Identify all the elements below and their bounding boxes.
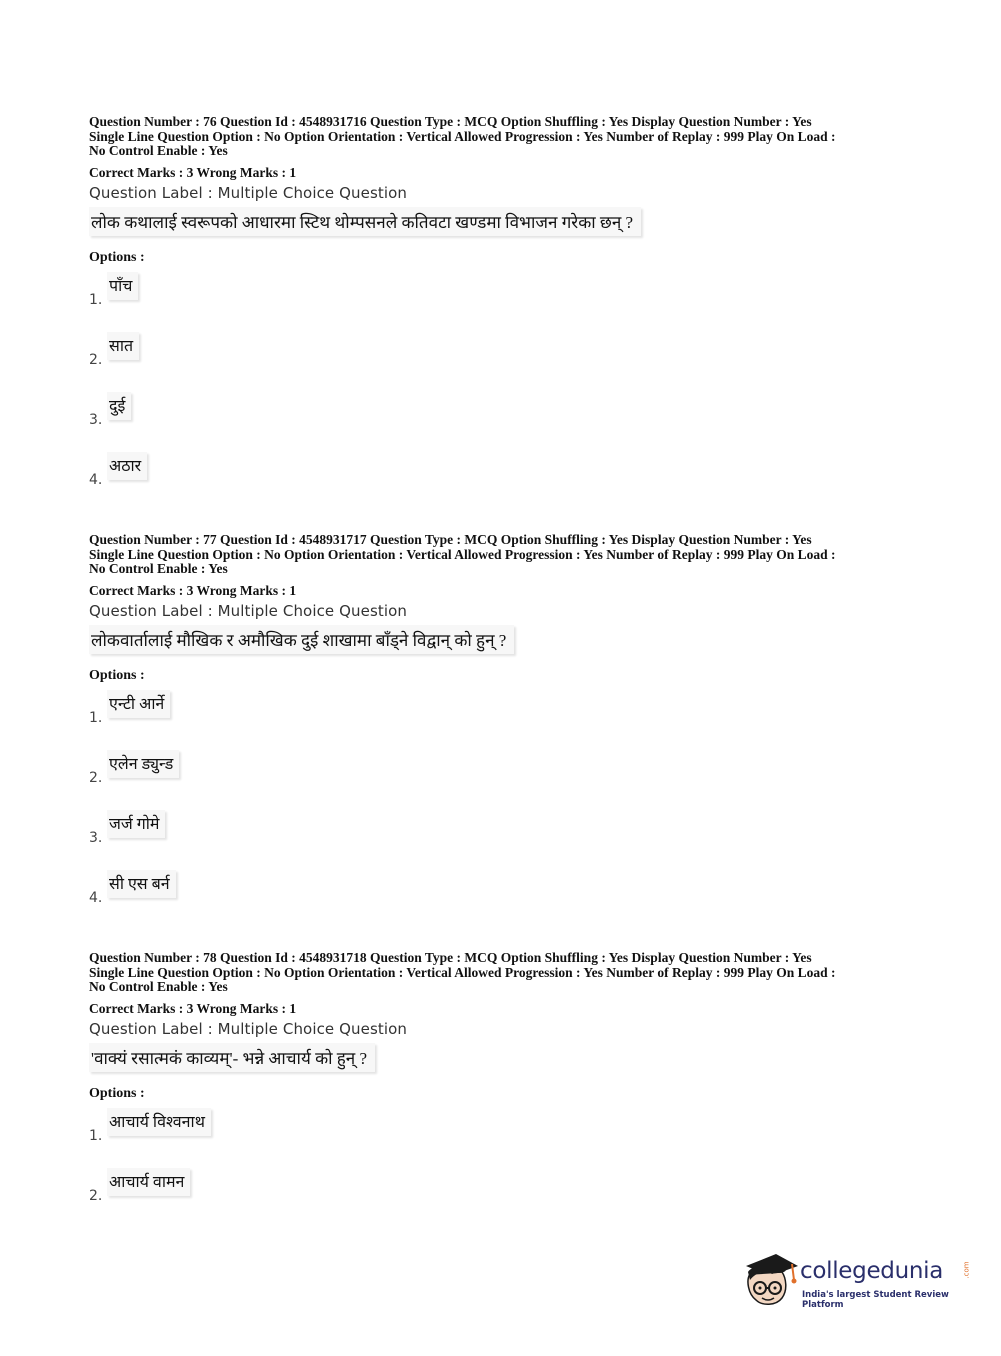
question-text: लोकवार्तालाई मौखिक र अमौखिक दुई शाखामा बाँड्ने विद्वान् को हुन् ? <box>89 625 514 654</box>
option-1[interactable] <box>89 1108 919 1168</box>
question-text: लोक कथालाई स्वरूपको आधारमा स्टिथ थोम्पसनले कतिवटा खण्डमा विभाजन गरेका छन् ? <box>89 207 641 236</box>
option-1[interactable] <box>89 272 919 332</box>
option-text: दुई <box>107 392 131 420</box>
option-text: पाँच <box>107 272 138 300</box>
options-list <box>89 272 919 512</box>
meta-line: Question Number : 76 Question Id : 4548931716 Question Type : MCQ Option Shuffling : Yes Display Question Number : Yes <box>89 114 812 129</box>
question-meta <box>89 115 919 159</box>
option-2[interactable] <box>89 750 919 810</box>
graduate-mascot-icon <box>742 1250 800 1312</box>
question-meta <box>89 533 919 577</box>
options-title: Options : <box>89 667 145 683</box>
option-text: एलेन ड्युन्ड <box>107 750 179 778</box>
logo-tagline: India's largest Student Review Platform <box>802 1290 949 1310</box>
option-text: एन्टी आर्ने <box>107 690 170 718</box>
option-4[interactable] <box>89 452 919 512</box>
meta-line: No Control Enable : Yes <box>89 979 228 994</box>
meta-line: Single Line Question Option : No Option Orientation : Vertical Allowed Progression : Yes Number of Replay : 999 Play On Load : <box>89 964 836 980</box>
question-label: Question Label : Multiple Choice Question <box>89 601 408 620</box>
option-text: सात <box>107 332 139 360</box>
options-title: Options : <box>89 249 145 265</box>
option-text: आचार्य वामन <box>107 1168 190 1196</box>
question-76 <box>89 115 919 512</box>
option-number: 1. <box>89 709 103 726</box>
option-text: अठार <box>107 452 147 480</box>
question-label: Question Label : Multiple Choice Question <box>89 1019 408 1038</box>
meta-line: No Control Enable : Yes <box>89 561 228 576</box>
option-number: 4. <box>89 471 103 488</box>
logo-wordmark: collegedunia <box>800 1258 944 1284</box>
question-78 <box>89 951 919 1228</box>
option-3[interactable] <box>89 392 919 452</box>
option-text: सी एस बर्न <box>107 870 176 898</box>
option-4[interactable] <box>89 870 919 930</box>
meta-line: Question Number : 78 Question Id : 4548931718 Question Type : MCQ Option Shuffling : Yes Display Question Number : Yes <box>89 950 812 965</box>
option-number: 3. <box>89 411 103 428</box>
question-label: Question Label : Multiple Choice Question <box>89 183 408 202</box>
meta-line: No Control Enable : Yes <box>89 143 228 158</box>
option-text: जर्ज गोमे <box>107 810 165 838</box>
question-marks: Correct Marks : 3 Wrong Marks : 1 <box>89 582 297 598</box>
option-number: 2. <box>89 1187 103 1204</box>
logo-suffix: .com <box>962 1261 971 1279</box>
option-number: 2. <box>89 351 103 368</box>
question-marks: Correct Marks : 3 Wrong Marks : 1 <box>89 1000 297 1016</box>
option-2[interactable] <box>89 1168 919 1228</box>
options-list <box>89 690 919 930</box>
option-number: 3. <box>89 829 103 846</box>
question-marks: Correct Marks : 3 Wrong Marks : 1 <box>89 164 297 180</box>
question-meta <box>89 951 919 995</box>
option-3[interactable] <box>89 810 919 870</box>
option-number: 2. <box>89 769 103 786</box>
option-2[interactable] <box>89 332 919 392</box>
option-number: 1. <box>89 291 103 308</box>
meta-line: Single Line Question Option : No Option Orientation : Vertical Allowed Progression : Yes Number of Replay : 999 Play On Load : <box>89 128 836 144</box>
question-text: 'वाक्यं रसात्मकं काव्यम्'- भन्ने आचार्य को हुन् ? <box>89 1043 375 1072</box>
meta-line: Single Line Question Option : No Option Orientation : Vertical Allowed Progression : Yes Number of Replay : 999 Play On Load : <box>89 546 836 562</box>
collegedunia-logo[interactable] <box>742 1250 972 1314</box>
question-77 <box>89 533 919 930</box>
option-number: 4. <box>89 889 103 906</box>
options-title: Options : <box>89 1085 145 1101</box>
option-text: आचार्य विश्वनाथ <box>107 1108 211 1136</box>
options-list <box>89 1108 919 1228</box>
option-number: 1. <box>89 1127 103 1144</box>
option-1[interactable] <box>89 690 919 750</box>
meta-line: Question Number : 77 Question Id : 4548931717 Question Type : MCQ Option Shuffling : Yes Display Question Number : Yes <box>89 532 812 547</box>
